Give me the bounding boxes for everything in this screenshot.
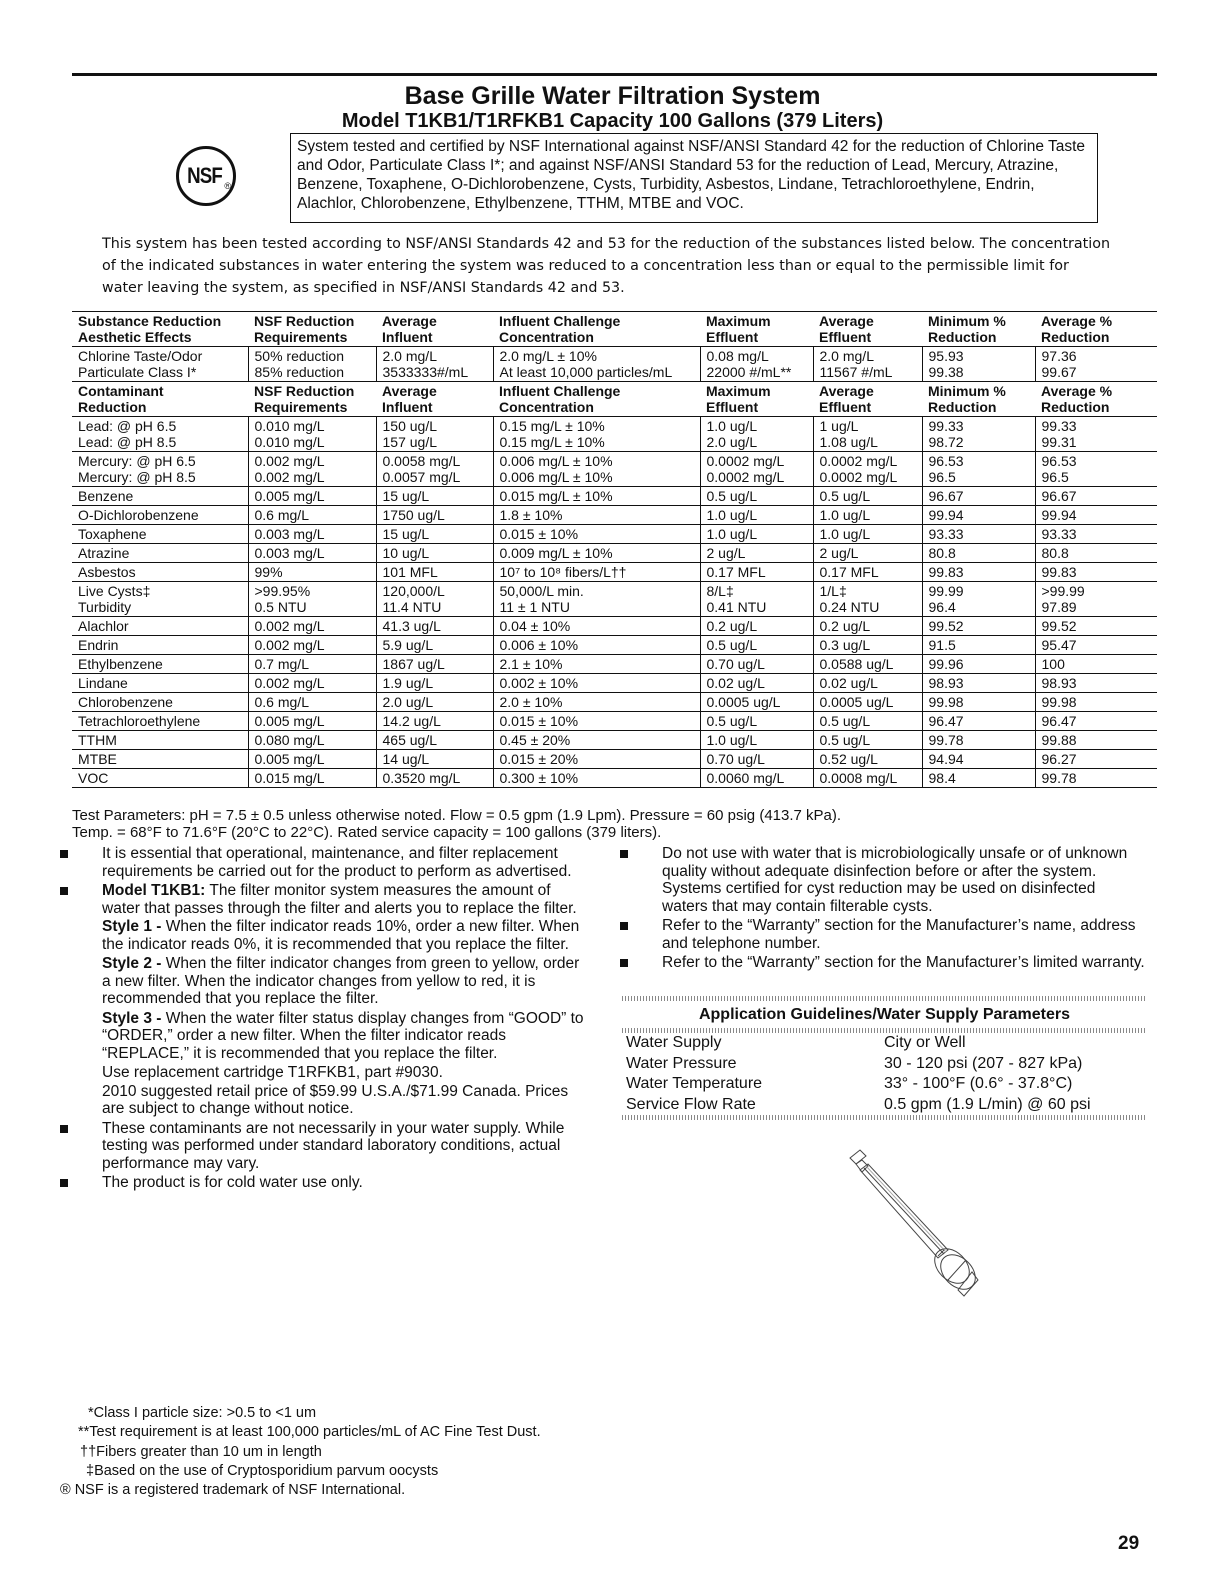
table-cell: 0.0588 ug/L <box>813 655 922 674</box>
table-cell: 0.70 ug/L <box>700 750 813 769</box>
table-cell: 0.003 mg/L <box>248 544 376 563</box>
table-cell: 1 ug/L 1.08 ug/L <box>813 417 922 452</box>
table-cell: 41.3 ug/L <box>376 617 493 636</box>
list-item <box>60 1120 590 1173</box>
table-cell: 0.3 ug/L <box>813 636 922 655</box>
table-cell: Chlorobenzene <box>78 694 173 710</box>
table-cell: 0.5 ug/L <box>813 731 922 750</box>
table-cell: Benzene <box>78 488 134 504</box>
guideline-label: Water Pressure <box>626 1054 737 1072</box>
table-cell: 2.0 ± 10% <box>493 693 700 712</box>
cold-water-note: The product is for cold water use only. <box>102 1174 363 1191</box>
table-cell: 1.0 ug/L <box>700 525 813 544</box>
page-title: Base Grille Water Filtration System <box>404 82 821 110</box>
table-cell: 0.003 mg/L <box>248 525 376 544</box>
table-cell: 0.015 ± 20% <box>493 750 700 769</box>
column-header: NSF Reduction Requirements <box>254 383 355 415</box>
table-row <box>72 750 1157 769</box>
application-guidelines <box>622 996 1147 1120</box>
table-cell: 0.0002 mg/L 0.0002 mg/L <box>700 452 813 487</box>
table-cell: 98.93 <box>922 674 1035 693</box>
table-cell: 1.0 ug/L <box>813 506 922 525</box>
nsf-logo-registered-mark: ® <box>224 181 231 191</box>
page-number: 29 <box>1118 1533 1140 1554</box>
table-cell: 0.015 mg/L ± 10% <box>493 487 700 506</box>
table-cell: 0.6 mg/L <box>248 506 376 525</box>
table-cell: 0.005 mg/L <box>248 750 376 769</box>
table-cell: Toxaphene <box>78 526 147 542</box>
table-cell: 0.5 ug/L <box>813 487 922 506</box>
table-cell: 96.27 <box>1035 750 1157 769</box>
table-cell: 0.04 ± 10% <box>493 617 700 636</box>
column-header: Average Influent <box>382 383 437 415</box>
table-cell: 0.0005 ug/L <box>700 693 813 712</box>
style-1-text: When the filter indicator reads 10%, order a new filter. When the indicator reads 0%, it is recommended that you replace the filter. <box>102 918 580 953</box>
list-item <box>620 954 1145 972</box>
table-cell: TTHM <box>78 732 117 748</box>
table-cell: 2 ug/L <box>700 544 813 563</box>
footnote: ††Fibers greater than 10 um in length <box>80 1443 322 1460</box>
table-cell: 0.0005 ug/L <box>813 693 922 712</box>
bullet-square-icon <box>620 959 628 967</box>
table-cell: 0.080 mg/L <box>248 731 376 750</box>
table-cell: MTBE <box>78 751 117 767</box>
table-cell: 15 ug/L <box>376 487 493 506</box>
test-parameters-line-2: Temp. = 68°F to 71.6°F (20°C to 22°C). Rated service capacity = 100 gallons (379 liters). <box>72 824 662 841</box>
table-cell: 0.02 ug/L <box>813 674 922 693</box>
style-2-label: Style 2 - <box>102 955 162 972</box>
bullet-square-icon <box>60 1125 68 1133</box>
table-cell: 0.45 ± 20% <box>493 731 700 750</box>
price-note: 2010 suggested retail price of $59.99 U.S.A./$71.99 Canada. Prices are subject to change without notice. <box>102 1082 569 1117</box>
table-cell: Lead: @ pH 6.5 Lead: @ pH 8.5 <box>78 418 177 450</box>
table-cell: 1867 ug/L <box>376 655 493 674</box>
table-cell: 15 ug/L <box>376 525 493 544</box>
table-cell: 98.93 <box>1035 674 1157 693</box>
style-3-label: Style 3 - <box>102 1009 162 1027</box>
table-cell: 0.010 mg/L 0.010 mg/L <box>248 417 376 452</box>
table-cell: 99.94 <box>1035 506 1157 525</box>
table-cell: 0.6 mg/L <box>248 693 376 712</box>
table-cell: 96.47 <box>922 712 1035 731</box>
test-parameters-line-1: Test Parameters: pH = 7.5 ± 0.5 unless otherwise noted. Flow = 0.5 gpm (1.9 Lpm). Pressure = 60 psig (413.7 kPa). <box>72 807 842 824</box>
table-header-row <box>72 312 1157 347</box>
table-cell: 95.47 <box>1035 636 1157 655</box>
nsf-logo-icon <box>176 146 236 206</box>
table-cell: 99.88 <box>1035 731 1157 750</box>
bullet-square-icon <box>60 887 68 895</box>
footnote: ‡Based on the use of Cryptosporidium parvum oocysts <box>86 1462 439 1479</box>
guideline-row <box>622 1074 1147 1095</box>
test-parameters <box>72 807 1157 841</box>
column-header: Contaminant Reduction <box>78 383 164 415</box>
table-cell: 0.2 ug/L <box>813 617 922 636</box>
table-cell: 0.5 ug/L <box>700 487 813 506</box>
column-header: Maximum Effluent <box>706 383 771 415</box>
table-row <box>72 674 1157 693</box>
table-cell: 99.78 <box>922 731 1035 750</box>
table-cell: O-Dichlorobenzene <box>78 507 199 523</box>
footnote: **Test requirement is at least 100,000 particles/mL of AC Fine Test Dust. <box>78 1424 541 1441</box>
table-cell: 99.52 <box>1035 617 1157 636</box>
table-cell: 91.5 <box>922 636 1035 655</box>
table-cell: 2 ug/L <box>813 544 922 563</box>
column-header: Average Effluent <box>819 383 874 415</box>
table-cell: 14.2 ug/L <box>376 712 493 731</box>
model-label: Model T1KB1: <box>102 882 206 899</box>
model-note: The filter monitor system measures the amount of water that passes through the filter and alerts you to replace the filter. <box>102 882 577 917</box>
style-1-label: Style 1 - <box>102 918 162 935</box>
table-cell: 0.5 ug/L <box>700 636 813 655</box>
table-cell: 94.94 <box>922 750 1035 769</box>
style-1-note <box>60 918 590 953</box>
table-cell: 2.0 ug/L <box>376 693 493 712</box>
table-cell: 14 ug/L <box>376 750 493 769</box>
table-cell: 0.0060 mg/L <box>700 769 813 788</box>
model-subtitle: Model T1KB1/T1RFKB1 Capacity 100 Gallons (379 Liters) <box>341 110 884 132</box>
table-cell: 0.006 mg/L ± 10% 0.006 mg/L ± 10% <box>493 452 700 487</box>
guideline-value: 0.5 gpm (1.9 L/min) @ 60 psi <box>884 1095 1091 1113</box>
table-row <box>72 636 1157 655</box>
table-cell: 80.8 <box>1035 544 1157 563</box>
table-cell: 99.94 <box>922 506 1035 525</box>
table-cell: 99.52 <box>922 617 1035 636</box>
list-item <box>60 882 590 917</box>
table-cell: 99% <box>248 563 376 582</box>
table-cell: 2.0 mg/L 3533333#/mL <box>376 347 493 382</box>
column-header: Average % Reduction <box>1041 383 1113 415</box>
table-cell: Mercury: @ pH 6.5 Mercury: @ pH 8.5 <box>78 453 196 485</box>
table-row <box>72 655 1157 674</box>
bullet-square-icon <box>620 922 628 930</box>
table-row <box>72 452 1157 487</box>
table-cell: 99.83 <box>1035 563 1157 582</box>
list-item <box>620 845 1145 915</box>
table-cell: 0.002 ± 10% <box>493 674 700 693</box>
bullet-square-icon <box>60 1179 68 1187</box>
table-cell: 96.53 96.5 <box>922 452 1035 487</box>
divider <box>622 1115 1147 1120</box>
bullet-square-icon <box>60 850 68 858</box>
column-header: NSF Reduction Requirements <box>254 313 355 345</box>
style-2-note <box>60 955 590 1008</box>
table-cell: VOC <box>78 770 109 786</box>
table-cell: >99.99 97.89 <box>1035 582 1157 617</box>
table-cell: 100 <box>1035 655 1157 674</box>
table-cell: 99.83 <box>922 563 1035 582</box>
footnotes <box>60 1404 760 1500</box>
table-row <box>72 617 1157 636</box>
table-cell: 0.15 mg/L ± 10% 0.15 mg/L ± 10% <box>493 417 700 452</box>
table-cell: 0.02 ug/L <box>700 674 813 693</box>
table-cell: 0.015 mg/L <box>248 769 376 788</box>
table-row <box>72 544 1157 563</box>
table-cell: Chlorine Taste/Odor Particulate Class I* <box>78 348 203 380</box>
column-header: Average Influent <box>382 313 437 345</box>
table-cell: Ethylbenzene <box>78 656 163 672</box>
guideline-row <box>622 1095 1147 1116</box>
left-notes-column <box>60 845 590 1193</box>
replacement-note: Use replacement cartridge T1RFKB1, part #9030. <box>102 1064 443 1081</box>
table-cell: 50% reduction 85% reduction <box>248 347 376 382</box>
guideline-row <box>622 1033 1147 1054</box>
table-cell: 0.009 mg/L ± 10% <box>493 544 700 563</box>
table-cell: 96.67 <box>922 487 1035 506</box>
guideline-value: City or Well <box>884 1034 966 1051</box>
table-cell: 0.005 mg/L <box>248 712 376 731</box>
table-cell: 0.002 mg/L <box>248 636 376 655</box>
table-cell: 99.98 <box>922 693 1035 712</box>
table-cell: 0.7 mg/L <box>248 655 376 674</box>
table-cell: 0.002 mg/L <box>248 617 376 636</box>
warranty-contact-note: Refer to the “Warranty” section for the Manufacturer’s name, address and telephone number. <box>662 917 1136 952</box>
guideline-label: Water Temperature <box>626 1075 763 1092</box>
footnote: ® NSF is a registered trademark of NSF International. <box>60 1482 406 1499</box>
bullet-square-icon <box>620 850 628 858</box>
table-cell: 99.78 <box>1035 769 1157 788</box>
table-row <box>72 506 1157 525</box>
table-row <box>72 525 1157 544</box>
table-cell: 1.0 ug/L 2.0 ug/L <box>700 417 813 452</box>
table-cell: 1.0 ug/L <box>700 506 813 525</box>
column-header: Minimum % Reduction <box>928 383 1006 415</box>
table-cell: 0.015 ± 10% <box>493 712 700 731</box>
nsf-logo-text: NSF <box>187 163 222 188</box>
warranty-limited-note: Refer to the “Warranty” section for the Manufacturer’s limited warranty. <box>662 954 1145 971</box>
table-cell: 96.67 <box>1035 487 1157 506</box>
table-cell: 0.002 mg/L <box>248 674 376 693</box>
table-row <box>72 769 1157 788</box>
table-header-row <box>72 382 1157 417</box>
table-cell: 1.0 ug/L <box>700 731 813 750</box>
table-cell: 150 ug/L 157 ug/L <box>376 417 493 452</box>
column-header: Minimum % Reduction <box>928 313 1006 345</box>
table-cell: >99.95% 0.5 NTU <box>248 582 376 617</box>
style-3-text: When the water filter status display changes from “GOOD” to “ORDER,” order a new filter. When the filter indicator reads “REPLACE,” it is recommended that you replace the filter. <box>102 1009 584 1062</box>
column-header: Average % Reduction <box>1041 313 1113 345</box>
table-cell: 0.08 mg/L 22000 #/mL** <box>700 347 813 382</box>
table-cell: 1.9 ug/L <box>376 674 493 693</box>
guideline-value: 33° - 100°F (0.6° - 37.8°C) <box>884 1075 1073 1092</box>
table-cell: 99.33 98.72 <box>922 417 1035 452</box>
table-cell: 2.1 ± 10% <box>493 655 700 674</box>
table-row <box>72 563 1157 582</box>
table-cell: Atrazine <box>78 545 130 561</box>
column-header: Maximum Effluent <box>706 313 771 345</box>
table-cell: Lindane <box>78 675 128 691</box>
table-cell: 96.53 96.5 <box>1035 452 1157 487</box>
table-cell: 5.9 ug/L <box>376 636 493 655</box>
guideline-value: 30 - 120 psi (207 - 827 kPa) <box>884 1054 1083 1072</box>
table-cell: 93.33 <box>922 525 1035 544</box>
table-row <box>72 487 1157 506</box>
table-cell: Tetrachloroethylene <box>78 713 201 729</box>
table-cell: 97.36 99.67 <box>1035 347 1157 382</box>
table-cell: 50,000/L min. 11 ± 1 NTU <box>493 582 700 617</box>
table-cell: 0.015 ± 10% <box>493 525 700 544</box>
table-cell: 0.5 ug/L <box>813 712 922 731</box>
guideline-label: Service Flow Rate <box>626 1095 756 1113</box>
intro-paragraph: This system has been tested according to NSF/ANSI Standards 42 and 53 for the reduction of the substances listed below. The concentration of the indicated substances in water entering the system was reduced to a concentration less than or equal to the permissible limit for water leaving the system, as specified in NSF/ANSI Standards 42 and 53. <box>102 236 1111 296</box>
filter-cartridge-illustration <box>820 1140 1000 1310</box>
table-cell: 1.0 ug/L <box>813 525 922 544</box>
table-cell: 0.0002 mg/L 0.0002 mg/L <box>813 452 922 487</box>
table-cell: 0.005 mg/L <box>248 487 376 506</box>
table-cell: 0.2 ug/L <box>700 617 813 636</box>
table-row <box>72 417 1157 452</box>
guideline-label: Water Supply <box>626 1034 722 1051</box>
table-cell: 0.300 ± 10% <box>493 769 700 788</box>
table-cell: 80.8 <box>922 544 1035 563</box>
table-cell: 95.93 99.38 <box>922 347 1035 382</box>
column-header: Influent Challenge Concentration <box>499 383 621 415</box>
guideline-row <box>622 1054 1147 1075</box>
table-row <box>72 582 1157 617</box>
table-row <box>72 731 1157 750</box>
table-cell: 99.96 <box>922 655 1035 674</box>
table-cell: 1/L‡ 0.24 NTU <box>813 582 922 617</box>
table-cell: Alachlor <box>78 618 129 634</box>
top-rule <box>72 73 1157 76</box>
table-cell: 0.002 mg/L 0.002 mg/L <box>248 452 376 487</box>
footnote: *Class I particle size: >0.5 to <1 um <box>88 1405 317 1421</box>
performance-table <box>72 311 1157 788</box>
table-cell: 99.99 96.4 <box>922 582 1035 617</box>
table-cell: Live Cysts‡ Turbidity <box>78 583 151 615</box>
microbiological-warning: Do not use with water that is microbiologically unsafe or of unknown quality without adequate disinfection before or after the system. Systems certified for cyst reduction may be used on disinfected waters that may contain filterable cysts. <box>662 845 1128 915</box>
style-2-text: When the filter indicator changes from green to yellow, order a new filter. When the indicator changes from yellow to red, it is recommended that you replace the filter. <box>102 955 580 1007</box>
table-cell: 0.17 MFL <box>813 563 922 582</box>
contaminants-note: These contaminants are not necessarily in your water supply. While testing was performed under standard laboratory conditions, actual performance may vary. <box>102 1119 565 1172</box>
table-cell: 2.0 mg/L 11567 #/mL <box>813 347 922 382</box>
table-row <box>72 712 1157 731</box>
table-cell: 8/L‡ 0.41 NTU <box>700 582 813 617</box>
table-cell: 10 ug/L <box>376 544 493 563</box>
table-cell: 10⁷ to 10⁸ fibers/L†† <box>493 563 700 582</box>
table-cell: 96.47 <box>1035 712 1157 731</box>
list-item <box>620 917 1145 952</box>
column-header: Influent Challenge Concentration <box>499 313 621 345</box>
table-row <box>72 693 1157 712</box>
table-cell: 0.17 MFL <box>700 563 813 582</box>
column-header: Substance Reduction Aesthetic Effects <box>78 313 222 345</box>
list-item <box>60 845 590 880</box>
table-cell: Endrin <box>78 637 119 653</box>
guidelines-title: Application Guidelines/Water Supply Parameters <box>698 1006 1071 1023</box>
table-cell: 1750 ug/L <box>376 506 493 525</box>
column-header: Average Effluent <box>819 313 874 345</box>
maintenance-note: It is essential that operational, maintenance, and filter replacement requirements be carried out for the product to perform as advertised. <box>102 845 572 880</box>
table-cell: 99.33 99.31 <box>1035 417 1157 452</box>
table-cell: 0.3520 mg/L <box>376 769 493 788</box>
table-cell: 2.0 mg/L ± 10% At least 10,000 particles/mL <box>493 347 700 382</box>
table-cell: 0.006 ± 10% <box>493 636 700 655</box>
table-cell: 99.98 <box>1035 693 1157 712</box>
table-cell: 98.4 <box>922 769 1035 788</box>
table-cell: 0.52 ug/L <box>813 750 922 769</box>
table-cell: 1.8 ± 10% <box>493 506 700 525</box>
table-cell: 465 ug/L <box>376 731 493 750</box>
style-3-note <box>60 1010 590 1063</box>
table-row <box>72 347 1157 382</box>
performance-data-table <box>72 311 1157 788</box>
table-cell: 0.70 ug/L <box>700 655 813 674</box>
table-cell: 93.33 <box>1035 525 1157 544</box>
table-cell: 0.0008 mg/L <box>813 769 922 788</box>
right-notes-column <box>620 845 1145 973</box>
table-cell: 0.0058 mg/L 0.0057 mg/L <box>376 452 493 487</box>
list-item <box>60 1174 590 1192</box>
table-cell: 101 MFL <box>376 563 493 582</box>
table-cell: Asbestos <box>78 564 136 580</box>
table-cell: 0.5 ug/L <box>700 712 813 731</box>
certification-box: System tested and certified by NSF International against NSF/ANSI Standard 42 for the reduction of Chlorine Taste and Odor, Particulate Class I*; and against NSF/ANSI Standard 53 for the reduction of Lead, Mercury, Atrazine, Benzene, Toxaphene, O-Dichlorobenzene, Cysts, Turbidity, Asbestos, Lindane, Tetrachloroethylene, Endrin, Alachlor, Chlorobenzene, Ethylbenzene, TTHM, MTBE and VOC. <box>290 133 1098 223</box>
table-cell: 120,000/L 11.4 NTU <box>376 582 493 617</box>
